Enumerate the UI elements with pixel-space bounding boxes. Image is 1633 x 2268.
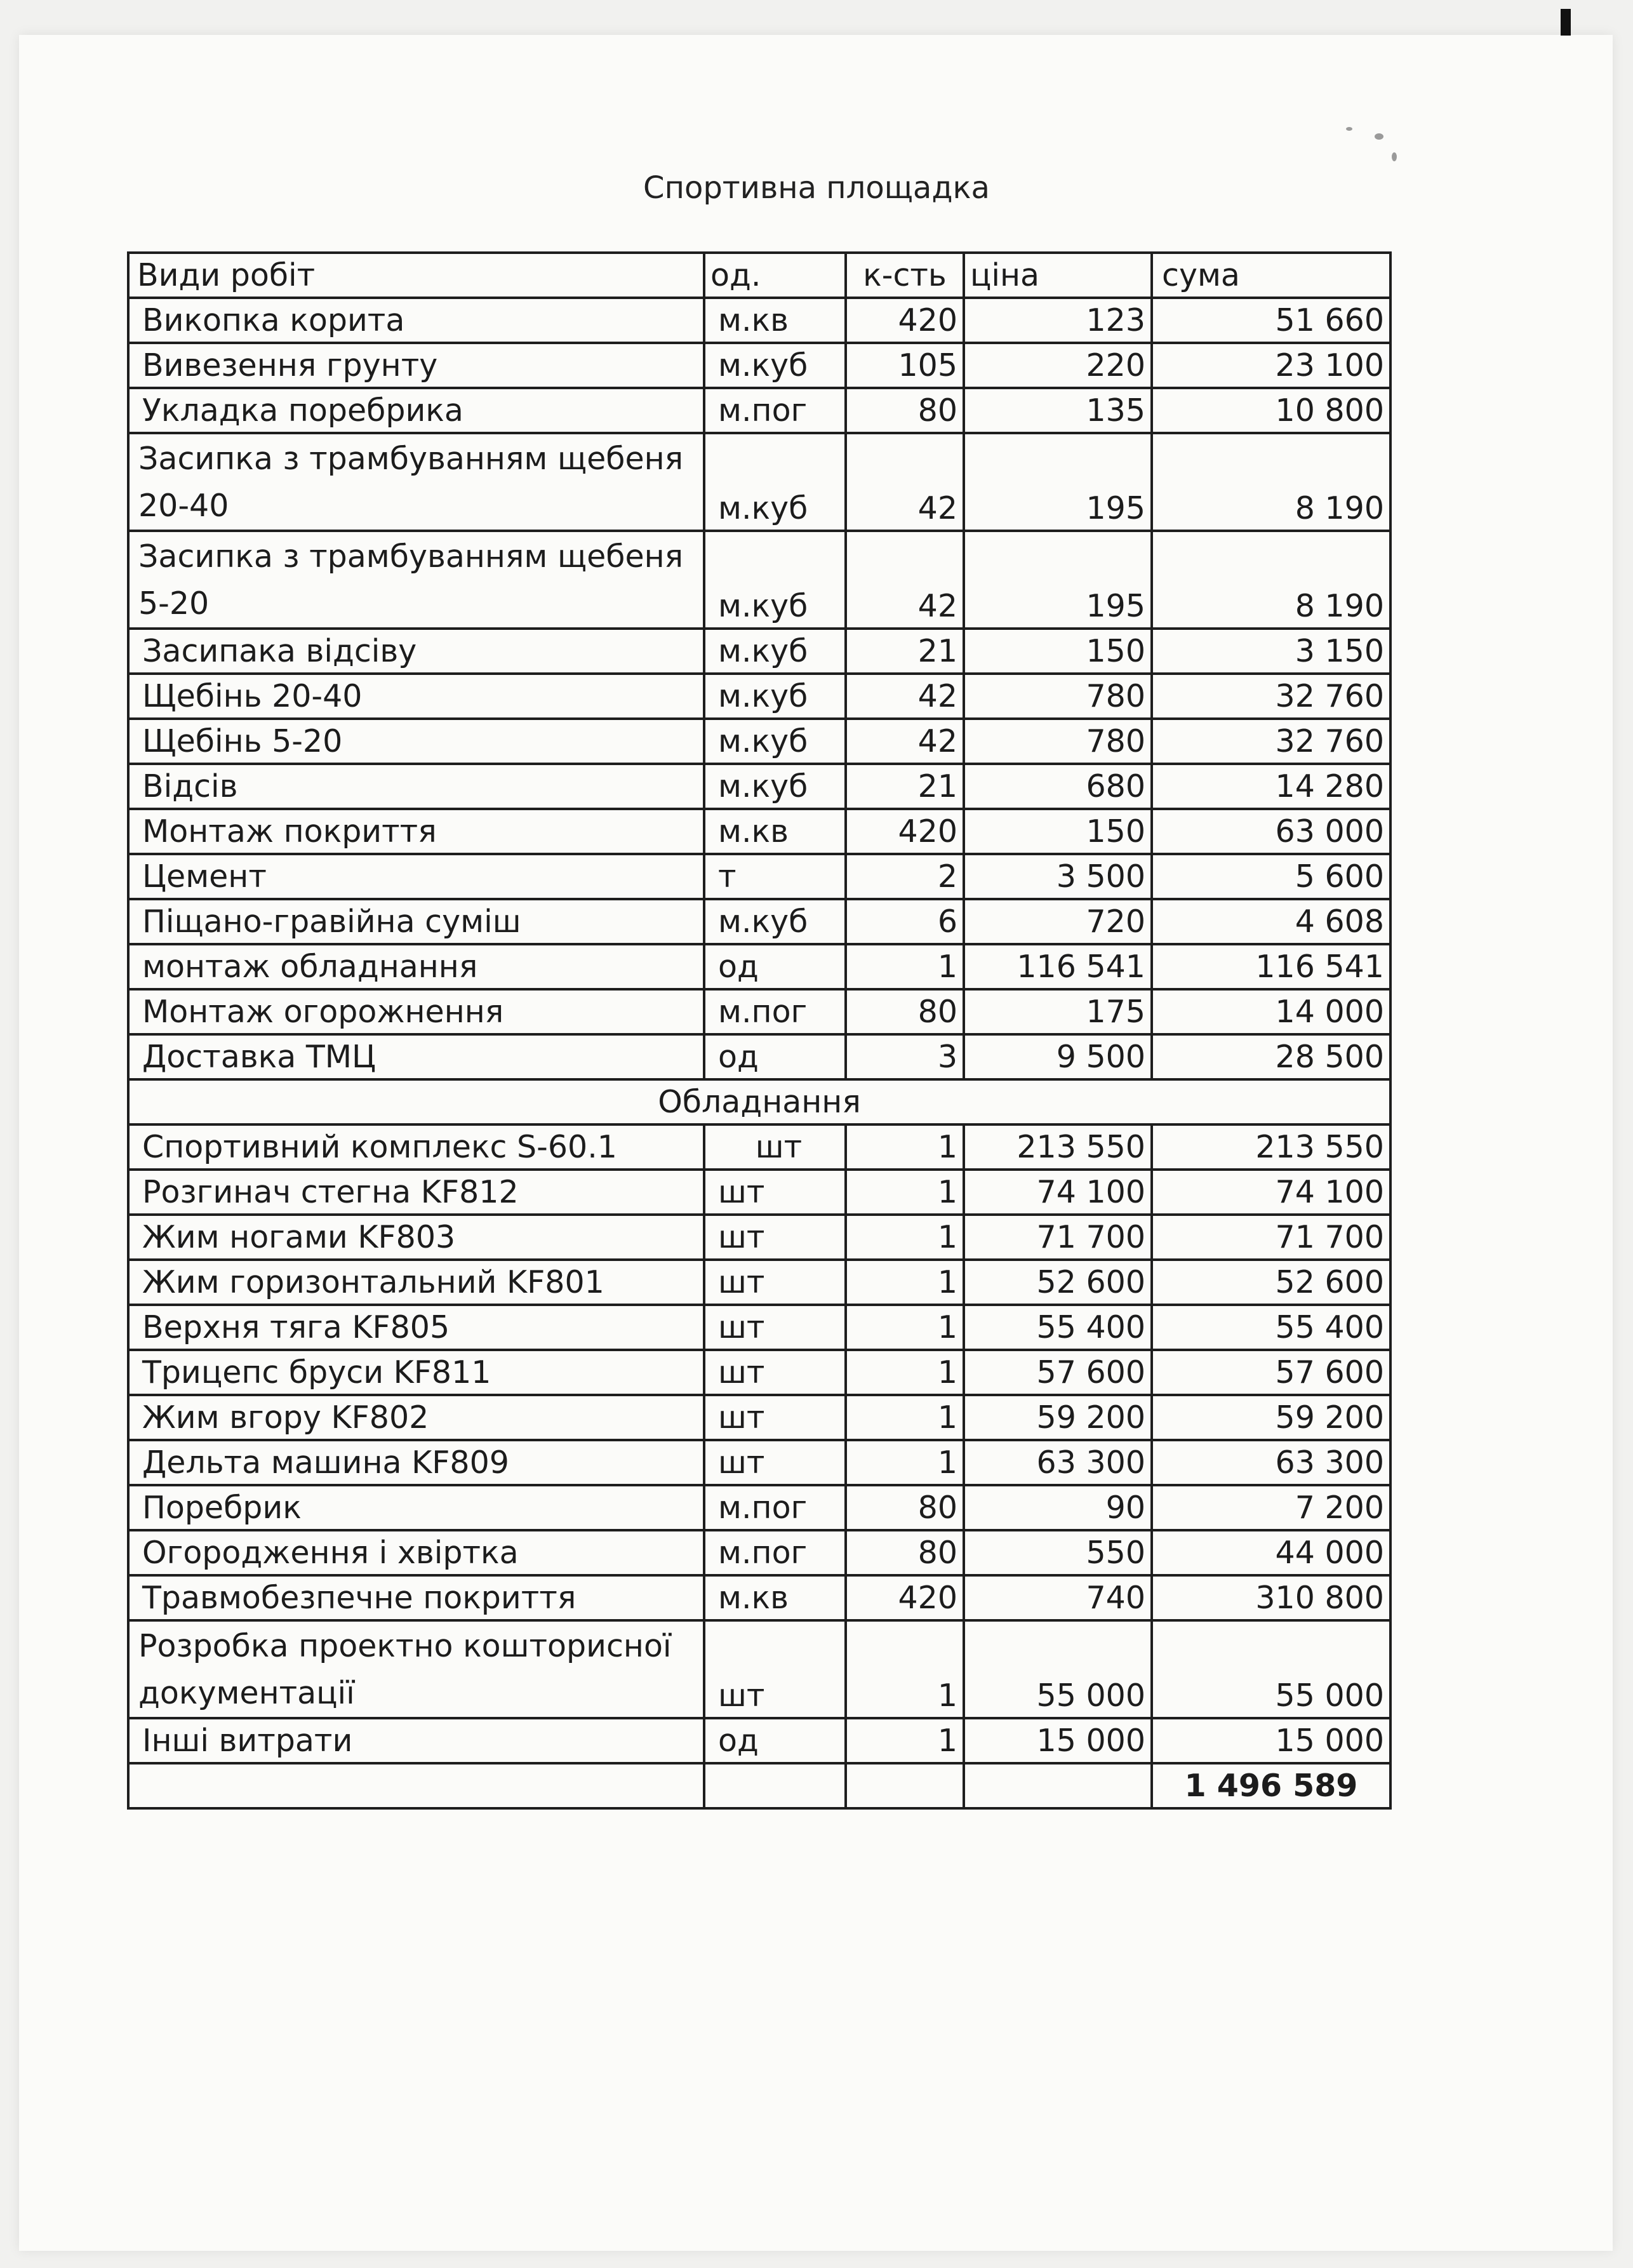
empty-cell — [128, 1763, 704, 1808]
item-quantity: 80 — [846, 989, 964, 1034]
item-sum: 14 000 — [1152, 989, 1390, 1034]
scan-speck — [1392, 152, 1397, 161]
item-price: 220 — [964, 343, 1152, 388]
item-sum: 44 000 — [1152, 1530, 1390, 1575]
table-row — [128, 809, 1390, 854]
item-unit: м.пог — [704, 388, 846, 433]
item-quantity: 1 — [846, 1440, 964, 1485]
item-name: Щебінь 5-20 — [128, 719, 704, 764]
table-row — [128, 1440, 1390, 1485]
item-name: Відсів — [128, 764, 704, 809]
item-quantity: 1 — [846, 1395, 964, 1440]
table-row — [128, 1124, 1390, 1170]
item-name: Розробка проектно кошторисної документації — [128, 1620, 704, 1718]
item-name: Цемент — [128, 854, 704, 899]
item-sum: 32 760 — [1152, 719, 1390, 764]
empty-cell — [846, 1763, 964, 1808]
item-quantity: 42 — [846, 719, 964, 764]
item-quantity: 80 — [846, 1530, 964, 1575]
table-row — [128, 854, 1390, 899]
item-unit: шт — [704, 1215, 846, 1260]
item-quantity: 2 — [846, 854, 964, 899]
item-quantity: 42 — [846, 674, 964, 719]
item-unit: м.пог — [704, 989, 846, 1034]
item-sum: 4 608 — [1152, 899, 1390, 944]
item-unit: м.куб — [704, 629, 846, 674]
empty-cell — [964, 1763, 1152, 1808]
item-unit: шт — [704, 1395, 846, 1440]
item-name: Жим вгору KF802 — [128, 1395, 704, 1440]
item-name: Трицепс бруси KF811 — [128, 1350, 704, 1395]
item-unit: т — [704, 854, 846, 899]
item-price: 780 — [964, 719, 1152, 764]
header-name: Види робіт — [128, 253, 704, 298]
item-name: Щебінь 20-40 — [128, 674, 704, 719]
section-title: Обладнання — [128, 1079, 1390, 1124]
item-quantity: 420 — [846, 1575, 964, 1620]
item-sum: 63 300 — [1152, 1440, 1390, 1485]
item-unit: м.куб — [704, 899, 846, 944]
header-price: ціна — [964, 253, 1152, 298]
item-price: 195 — [964, 433, 1152, 531]
scan-speck — [1375, 133, 1383, 140]
item-price: 550 — [964, 1530, 1152, 1575]
item-quantity: 420 — [846, 809, 964, 854]
table-row — [128, 629, 1390, 674]
item-quantity: 105 — [846, 343, 964, 388]
item-sum: 23 100 — [1152, 343, 1390, 388]
section-row — [128, 1079, 1390, 1124]
table-row — [128, 674, 1390, 719]
item-price: 680 — [964, 764, 1152, 809]
item-price: 74 100 — [964, 1170, 1152, 1215]
item-name: Монтаж покриття — [128, 809, 704, 854]
item-name: Засипака відсіву — [128, 629, 704, 674]
item-unit: шт — [704, 1260, 846, 1305]
item-price: 9 500 — [964, 1034, 1152, 1079]
item-unit: м.пог — [704, 1485, 846, 1530]
item-name: монтаж обладнання — [128, 944, 704, 989]
item-price: 720 — [964, 899, 1152, 944]
item-name: Викопка корита — [128, 298, 704, 343]
table-row — [128, 531, 1390, 629]
item-quantity: 80 — [846, 1485, 964, 1530]
item-unit: шт — [704, 1440, 846, 1485]
document-title: Спортивна площадка — [643, 170, 990, 206]
item-unit: шт — [704, 1305, 846, 1350]
table-row — [128, 1350, 1390, 1395]
item-sum: 71 700 — [1152, 1215, 1390, 1260]
item-price: 3 500 — [964, 854, 1152, 899]
item-name: Огородження і хвіртка — [128, 1530, 704, 1575]
item-name: Травмобезпечне покриття — [128, 1575, 704, 1620]
item-sum: 3 150 — [1152, 629, 1390, 674]
item-unit: м.кв — [704, 1575, 846, 1620]
item-price: 195 — [964, 531, 1152, 629]
item-quantity: 42 — [846, 433, 964, 531]
item-unit: м.куб — [704, 674, 846, 719]
item-sum: 213 550 — [1152, 1124, 1390, 1170]
table-row — [128, 1530, 1390, 1575]
table-row — [128, 433, 1390, 531]
table-row — [128, 1260, 1390, 1305]
table-row — [128, 1575, 1390, 1620]
item-quantity: 3 — [846, 1034, 964, 1079]
table-row — [128, 1620, 1390, 1718]
item-name: Інші витрати — [128, 1718, 704, 1763]
item-sum: 63 000 — [1152, 809, 1390, 854]
item-quantity: 1 — [846, 1350, 964, 1395]
table-row — [128, 1305, 1390, 1350]
table-row — [128, 343, 1390, 388]
table-row — [128, 719, 1390, 764]
item-price: 150 — [964, 809, 1152, 854]
item-price: 63 300 — [964, 1440, 1152, 1485]
item-sum: 7 200 — [1152, 1485, 1390, 1530]
item-name: Поребрик — [128, 1485, 704, 1530]
item-unit: од — [704, 944, 846, 989]
table-row — [128, 899, 1390, 944]
item-name: Засипка з трамбуванням щебеня 5-20 — [128, 531, 704, 629]
item-quantity: 21 — [846, 629, 964, 674]
estimate-table-body — [128, 253, 1390, 1808]
item-quantity: 1 — [846, 1718, 964, 1763]
header-qty: к-сть — [846, 253, 964, 298]
item-unit: шт — [704, 1170, 846, 1215]
item-name: Спортивний комплекс S-60.1 — [128, 1124, 704, 1170]
item-price: 55 400 — [964, 1305, 1152, 1350]
item-price: 150 — [964, 629, 1152, 674]
table-row — [128, 764, 1390, 809]
item-name: Жим горизонтальний KF801 — [128, 1260, 704, 1305]
item-sum: 116 541 — [1152, 944, 1390, 989]
item-price: 116 541 — [964, 944, 1152, 989]
item-quantity: 1 — [846, 944, 964, 989]
item-name: Жим ногами KF803 — [128, 1215, 704, 1260]
item-sum: 5 600 — [1152, 854, 1390, 899]
table-row — [128, 1034, 1390, 1079]
item-sum: 8 190 — [1152, 531, 1390, 629]
item-sum: 59 200 — [1152, 1395, 1390, 1440]
item-quantity: 80 — [846, 388, 964, 433]
table-row — [128, 298, 1390, 343]
item-unit: м.кв — [704, 809, 846, 854]
header-row — [128, 253, 1390, 298]
item-price: 135 — [964, 388, 1152, 433]
item-sum: 28 500 — [1152, 1034, 1390, 1079]
table-row — [128, 944, 1390, 989]
item-price: 90 — [964, 1485, 1152, 1530]
item-sum: 32 760 — [1152, 674, 1390, 719]
item-price: 59 200 — [964, 1395, 1152, 1440]
item-unit: м.кв — [704, 298, 846, 343]
item-unit: од — [704, 1034, 846, 1079]
item-price: 740 — [964, 1575, 1152, 1620]
total-row — [128, 1763, 1390, 1808]
item-price: 213 550 — [964, 1124, 1152, 1170]
header-unit: од. — [704, 253, 846, 298]
item-name: Верхня тяга KF805 — [128, 1305, 704, 1350]
item-price: 780 — [964, 674, 1152, 719]
item-sum: 55 400 — [1152, 1305, 1390, 1350]
item-sum: 10 800 — [1152, 388, 1390, 433]
item-unit: м.куб — [704, 764, 846, 809]
item-name: Засипка з трамбуванням щебеня 20-40 — [128, 433, 704, 531]
item-unit: од — [704, 1718, 846, 1763]
item-sum: 57 600 — [1152, 1350, 1390, 1395]
item-unit: м.куб — [704, 433, 846, 531]
item-quantity: 1 — [846, 1124, 964, 1170]
item-price: 52 600 — [964, 1260, 1152, 1305]
item-sum: 51 660 — [1152, 298, 1390, 343]
scan-speck — [1346, 127, 1352, 131]
item-name: Укладка поребрика — [128, 388, 704, 433]
item-unit: шт — [704, 1350, 846, 1395]
item-sum: 52 600 — [1152, 1260, 1390, 1305]
item-quantity: 42 — [846, 531, 964, 629]
grand-total: 1 496 589 — [1152, 1763, 1390, 1808]
item-sum: 15 000 — [1152, 1718, 1390, 1763]
item-unit: шт — [704, 1124, 846, 1170]
item-unit: м.куб — [704, 531, 846, 629]
item-unit: м.пог — [704, 1530, 846, 1575]
item-quantity: 1 — [846, 1620, 964, 1718]
item-price: 57 600 — [964, 1350, 1152, 1395]
item-unit: шт — [704, 1620, 846, 1718]
item-price: 123 — [964, 298, 1152, 343]
item-sum: 14 280 — [1152, 764, 1390, 809]
item-sum: 55 000 — [1152, 1620, 1390, 1718]
item-unit: м.куб — [704, 719, 846, 764]
item-name: Монтаж огорожнення — [128, 989, 704, 1034]
table-row — [128, 989, 1390, 1034]
table-row — [128, 1395, 1390, 1440]
item-quantity: 6 — [846, 899, 964, 944]
item-name: Дельта машина KF809 — [128, 1440, 704, 1485]
item-name: Розгинач стегна KF812 — [128, 1170, 704, 1215]
item-quantity: 1 — [846, 1215, 964, 1260]
item-sum: 74 100 — [1152, 1170, 1390, 1215]
scan-edge-mark — [1561, 9, 1571, 36]
item-quantity: 21 — [846, 764, 964, 809]
item-quantity: 1 — [846, 1305, 964, 1350]
header-sum: сума — [1152, 253, 1390, 298]
item-sum: 8 190 — [1152, 433, 1390, 531]
item-price: 55 000 — [964, 1620, 1152, 1718]
item-quantity: 1 — [846, 1170, 964, 1215]
item-quantity: 1 — [846, 1260, 964, 1305]
item-sum: 310 800 — [1152, 1575, 1390, 1620]
table-row — [128, 1170, 1390, 1215]
empty-cell — [704, 1763, 846, 1808]
table-row — [128, 388, 1390, 433]
item-price: 71 700 — [964, 1215, 1152, 1260]
table-row — [128, 1485, 1390, 1530]
table-row — [128, 1215, 1390, 1260]
item-name: Вивезення грунту — [128, 343, 704, 388]
item-unit: м.куб — [704, 343, 846, 388]
item-price: 15 000 — [964, 1718, 1152, 1763]
item-price: 175 — [964, 989, 1152, 1034]
table-row — [128, 1718, 1390, 1763]
item-name: Доставка ТМЦ — [128, 1034, 704, 1079]
estimate-table — [127, 251, 1392, 1810]
item-name: Піщано-гравійна суміш — [128, 899, 704, 944]
item-quantity: 420 — [846, 298, 964, 343]
